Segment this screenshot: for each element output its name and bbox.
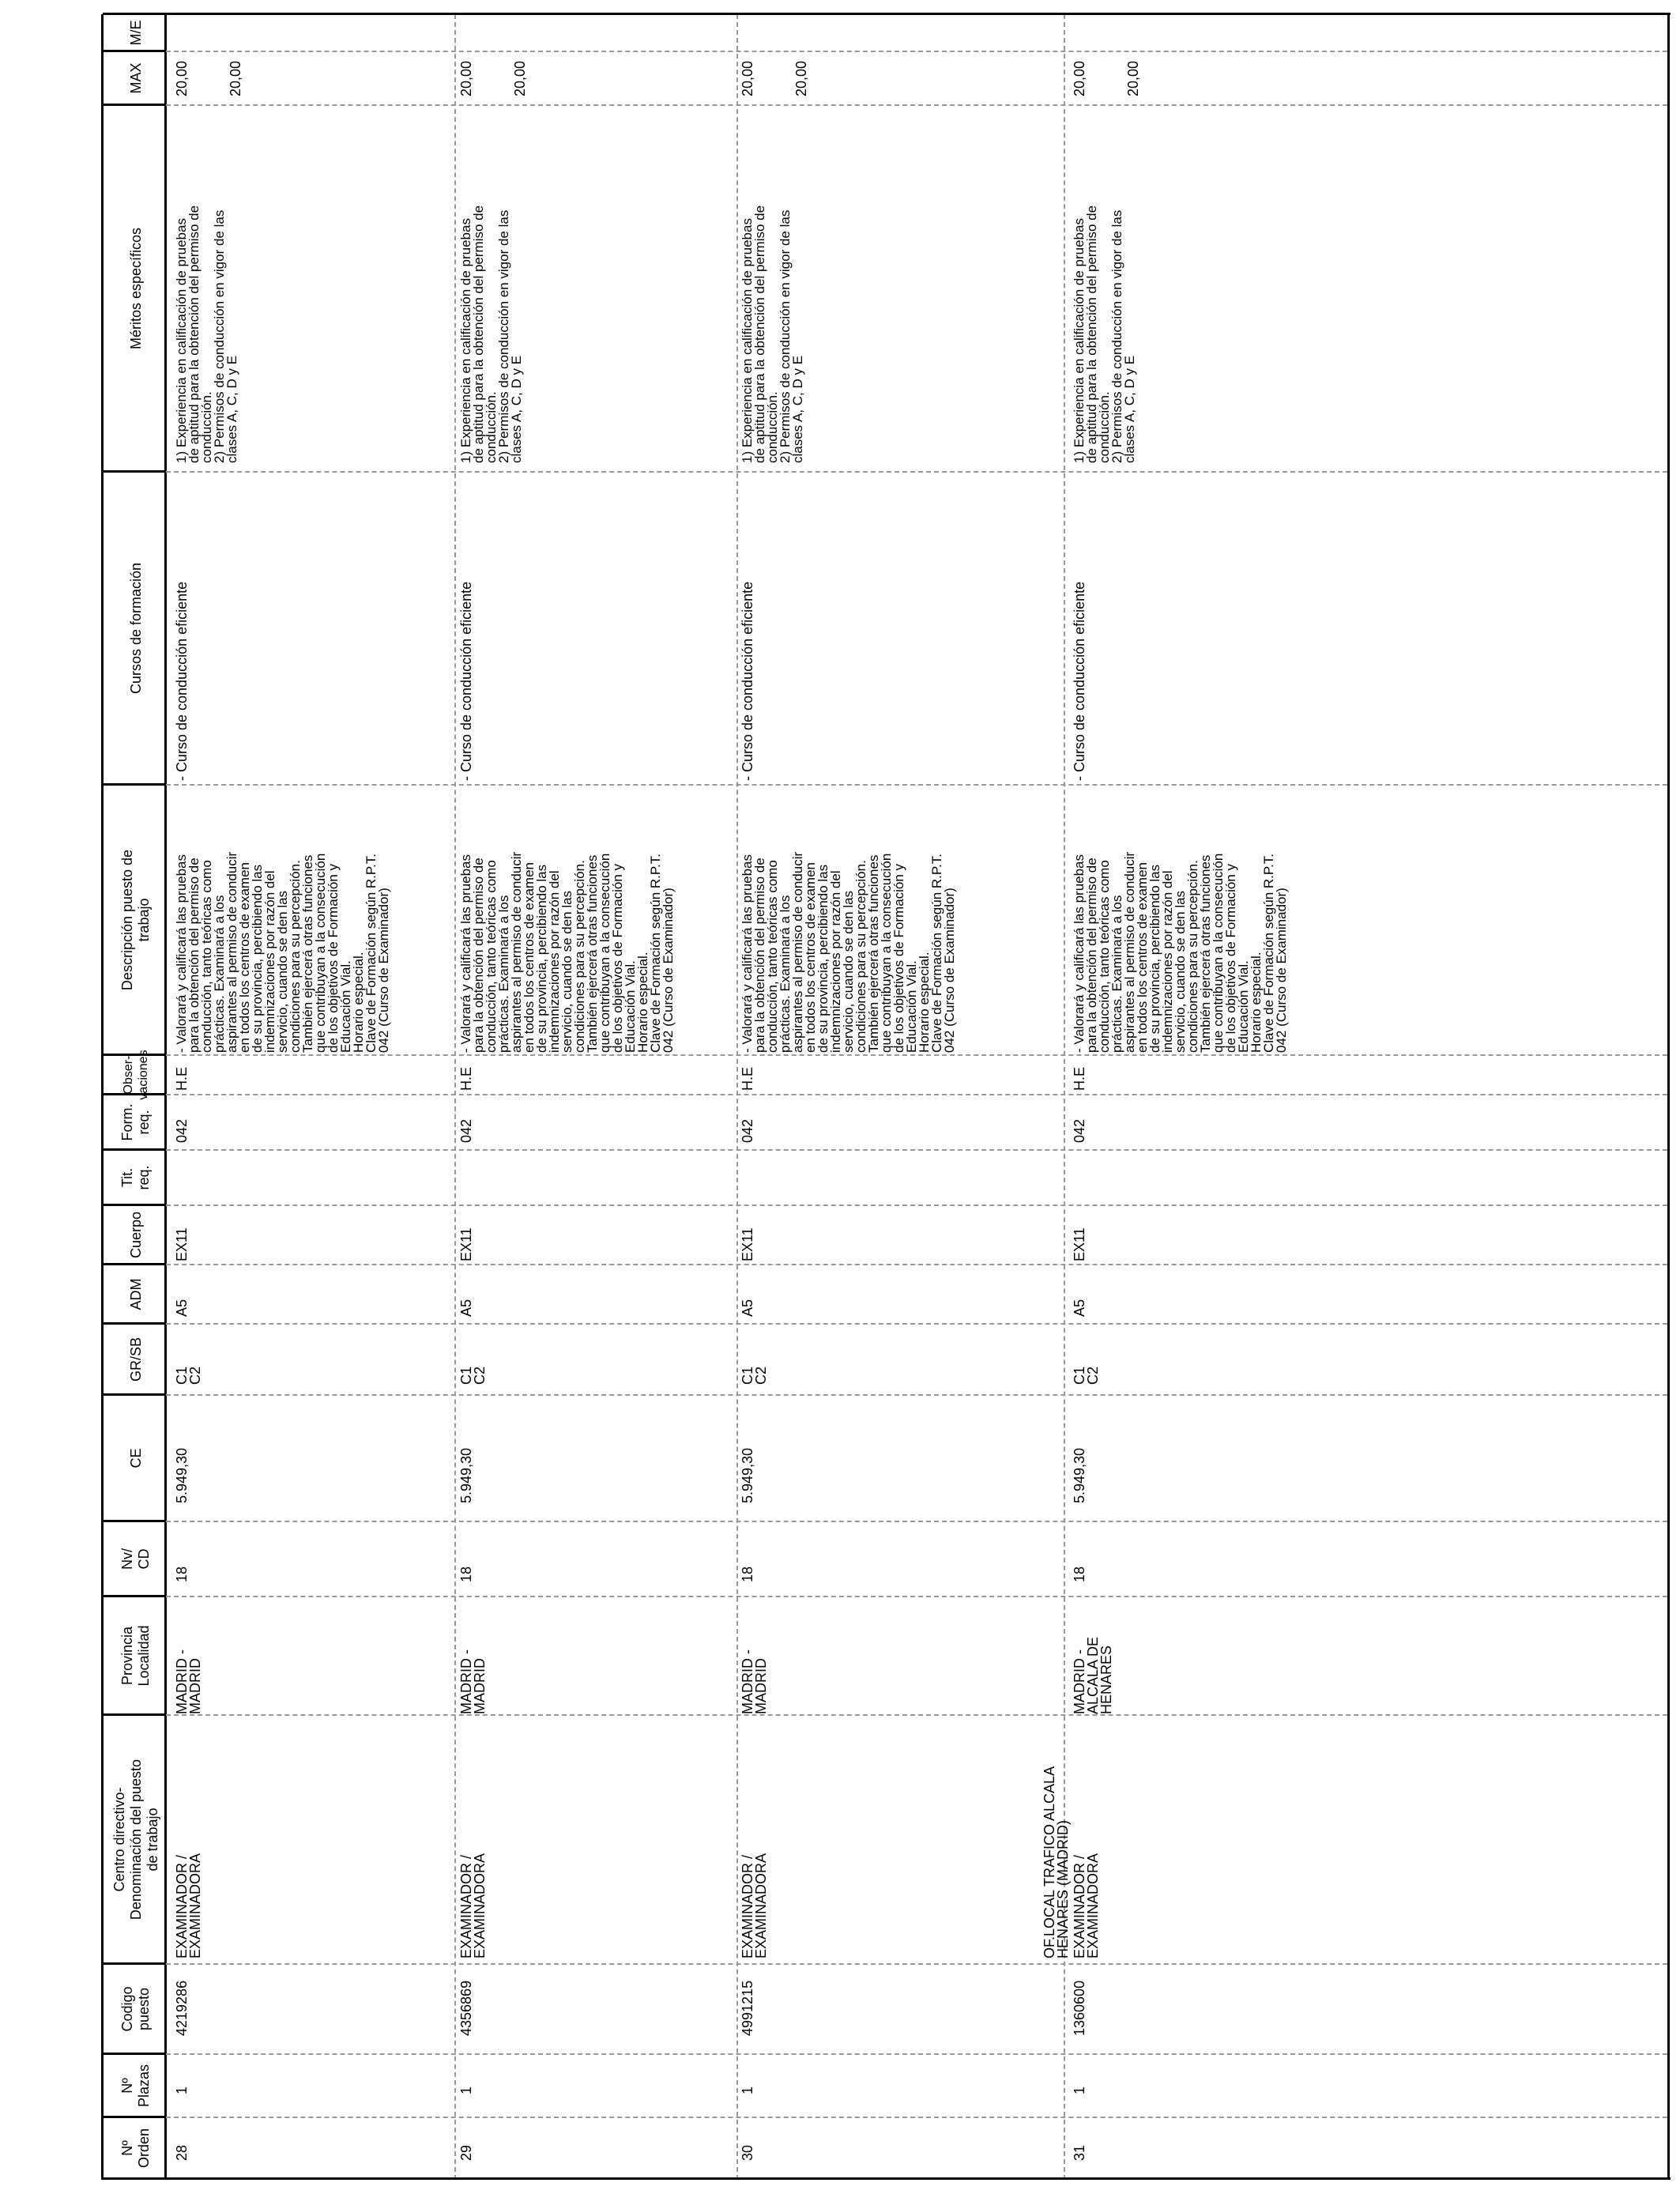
header-gr: GR/SB <box>127 1337 144 1382</box>
row-codigo: 4991215 <box>740 1980 755 2036</box>
row-obs: H.E <box>740 1066 755 1091</box>
row-cuerpo: EX11 <box>174 1227 190 1261</box>
row-desc: - Valorará y calificará las pruebas para la obtención del permiso de conducción, tanto teóricas como prácticas. Examinará a los aspirantes al permiso de conducir en todos los centros de examen de su provincia, percibiendo las indemnizaciones por razón del servicio, cuando se den las condiciones para su percepción. También ejercerá otras funciones que contribuyan a la consecución de los objetivos de Formación y Educación Vial. Horario especial. Clave de Formación según R.P.T. 042 (Curso de Examinador) <box>1072 851 1289 1053</box>
row-max: 20,00 <box>1125 60 1141 96</box>
row-orden: 28 <box>174 2144 190 2161</box>
header-orden: Nº Orden <box>119 2128 152 2169</box>
column-border <box>103 2177 1671 2180</box>
header-ce: CE <box>127 1448 144 1468</box>
row-plazas: 1 <box>174 2086 190 2094</box>
row-gr: C1 C2 <box>1072 1366 1101 1385</box>
header-cuerpo: Cuerpo <box>127 1211 144 1259</box>
row-ce: 5.949,30 <box>740 1447 755 1503</box>
column-separator <box>166 1094 1667 1095</box>
row-cursos: - Curso de conducción eficiente <box>1072 581 1087 781</box>
column-separator <box>166 1204 1667 1206</box>
column-separator <box>166 51 1667 52</box>
column-separator <box>166 471 1667 473</box>
column-separator <box>166 1054 1667 1056</box>
row-cuerpo: EX11 <box>740 1227 755 1261</box>
row-max: 20,00 <box>740 60 755 96</box>
row-ce: 5.949,30 <box>174 1447 190 1503</box>
row-orden: 29 <box>458 2144 474 2161</box>
header-meritos: Méritos específicos <box>127 227 144 350</box>
row-form: 042 <box>458 1118 474 1143</box>
row-meritos: 1) Experiencia en calificación de pruebas de aptitud para la obtención del permiso de conducción. 2) Permisos de conducción en vigor de las clases A, C, D y E <box>458 205 524 463</box>
row-provincia: MADRID - MADRID <box>740 1649 769 1714</box>
header-codigo: Codigo puesto <box>119 1986 152 2032</box>
row-nv: 18 <box>740 1566 755 1582</box>
row-obs: H.E <box>458 1066 474 1091</box>
row-adm: A5 <box>1072 1299 1087 1317</box>
column-separator <box>166 104 1667 106</box>
row-form: 042 <box>1072 1118 1087 1143</box>
row-provincia: MADRID - MADRID <box>174 1649 203 1714</box>
table-top-border <box>101 14 104 2180</box>
row-puesto: EXAMINADOR / EXAMINADORA <box>1072 1853 1101 1958</box>
row-max: 20,00 <box>1072 60 1087 96</box>
row-cuerpo: EX11 <box>1072 1227 1087 1261</box>
row-desc: - Valorará y calificará las pruebas para la obtención del permiso de conducción, tanto teóricas como prácticas. Examinará a los aspirantes al permiso de conducir en todos los centros de examen de su provincia, percibiendo las indemnizaciones por razón del servicio, cuando se den las condiciones para su percepción. También ejercerá otras funciones que contribuyan a la consecución de los objetivos de Formación y Educación Vial. Horario especial. Clave de Formación según R.P.T. 042 (Curso de Examinador) <box>174 851 391 1053</box>
row-puesto: EXAMINADOR / EXAMINADORA <box>458 1853 488 1958</box>
header-tit: Tit. req. <box>119 1165 152 1190</box>
row-cursos: - Curso de conducción eficiente <box>458 581 474 781</box>
row-nv: 18 <box>458 1566 474 1582</box>
row-form: 042 <box>740 1118 755 1143</box>
column-separator <box>166 1714 1667 1716</box>
column-separator <box>166 1323 1667 1325</box>
header-form: Form. req. <box>119 1103 152 1141</box>
row-ce: 5.949,30 <box>458 1447 474 1503</box>
row-desc: - Valorará y calificará las pruebas para la obtención del permiso de conducción, tanto teóricas como prácticas. Examinará a los aspirantes al permiso de conducir en todos los centros de examen de su provincia, percibiendo las indemnizaciones por razón del servicio, cuando se den las condiciones para su percepción. También ejercerá otras funciones que contribuyan a la consecución de los objetivos de Formación y Educación Vial. Horario especial. Clave de Formación según R.P.T. 042 (Curso de Examinador) <box>740 851 957 1053</box>
column-border <box>103 13 1671 15</box>
row-separator <box>736 14 738 2180</box>
row-puesto: EXAMINADOR / EXAMINADORA <box>740 1853 769 1958</box>
row-adm: A5 <box>458 1299 474 1317</box>
row-plazas: 1 <box>1072 2086 1087 2094</box>
row-puesto: EXAMINADOR / EXAMINADORA <box>174 1853 203 1958</box>
row-max: 20,00 <box>793 60 809 96</box>
row-meritos: 1) Experiencia en calificación de pruebas de aptitud para la obtención del permiso de conducción. 2) Permisos de conducción en vigor de las clases A, C, D y E <box>1072 205 1137 463</box>
header-centro: Centro directivo- Denominación del puesto de trabajo <box>111 1759 160 1921</box>
header-provincia: Provincia Localidad <box>119 1625 152 1687</box>
row-codigo: 4219286 <box>174 1980 190 2036</box>
row-cursos: - Curso de conducción eficiente <box>174 581 190 781</box>
row-max: 20,00 <box>174 60 190 96</box>
table-bottom-border <box>1667 14 1670 2180</box>
column-separator <box>166 2117 1667 2118</box>
header-me: M/E <box>127 20 144 46</box>
header-cursos: Cursos de formación <box>127 562 144 695</box>
header-nv: Nv/ CD <box>119 1548 152 1570</box>
row-obs: H.E <box>1072 1066 1087 1091</box>
row-gr: C1 C2 <box>458 1366 488 1385</box>
row-adm: A5 <box>740 1299 755 1317</box>
row-max: 20,00 <box>458 60 474 96</box>
column-separator <box>166 2053 1667 2055</box>
header-desc: Descripción puesto de trabajo <box>119 849 152 991</box>
row-obs: H.E <box>174 1066 190 1091</box>
row-plazas: 1 <box>740 2086 755 2094</box>
row-nv: 18 <box>174 1566 190 1582</box>
row-ce: 5.949,30 <box>1072 1447 1087 1503</box>
header-plazas: Nº Plazas <box>119 2064 152 2108</box>
row-gr: C1 C2 <box>740 1366 769 1385</box>
row-orden: 30 <box>740 2144 755 2161</box>
column-separator <box>166 1149 1667 1151</box>
header-obs: Obser- vaciones <box>122 1050 150 1100</box>
row-plazas: 1 <box>458 2086 474 2094</box>
row-provincia: MADRID - ALCALA DE HENARES <box>1072 1636 1114 1714</box>
header-adm: ADM <box>127 1278 144 1310</box>
row-nv: 18 <box>1072 1566 1087 1582</box>
row-provincia: MADRID - MADRID <box>458 1649 488 1714</box>
column-separator <box>166 1394 1667 1396</box>
row-desc: - Valorará y calificará las pruebas para la obtención del permiso de conducción, tanto teóricas como prácticas. Examinará a los aspirantes al permiso de conducir en todos los centros de examen de su provincia, percibiendo las indemnizaciones por razón del servicio, cuando se den las condiciones para su percepción. También ejercerá otras funciones que contribuyan a la consecución de los objetivos de Formación y Educación Vial. Horario especial. Clave de Formación según R.P.T. 042 (Curso de Examinador) <box>458 851 676 1053</box>
row-cuerpo: EX11 <box>458 1227 474 1261</box>
row-separator <box>454 14 456 2180</box>
column-separator <box>166 1596 1667 1597</box>
row-meritos: 1) Experiencia en calificación de pruebas de aptitud para la obtención del permiso de conducción. 2) Permisos de conducción en vigor de las clases A, C, D y E <box>740 205 805 463</box>
row-codigo: 1360600 <box>1072 1980 1087 2036</box>
row-orden: 31 <box>1072 2144 1087 2161</box>
row-gr: C1 C2 <box>174 1366 203 1385</box>
row-max: 20,00 <box>512 60 528 96</box>
column-separator <box>166 1264 1667 1265</box>
row-meritos: 1) Experiencia en calificación de pruebas de aptitud para la obtención del permiso de conducción. 2) Permisos de conducción en vigor de las clases A, C, D y E <box>174 205 239 463</box>
row-centro: OF.LOCAL TRAFICO ALCALA HENARES (MADRID) <box>1042 1766 1071 1958</box>
header-max: MAX <box>127 62 144 94</box>
row-adm: A5 <box>174 1299 190 1317</box>
row-codigo: 4356869 <box>458 1980 474 2036</box>
column-separator <box>166 1963 1667 1965</box>
row-max: 20,00 <box>228 60 243 96</box>
column-separator <box>166 1521 1667 1522</box>
row-cursos: - Curso de conducción eficiente <box>740 581 755 781</box>
row-form: 042 <box>174 1118 190 1143</box>
